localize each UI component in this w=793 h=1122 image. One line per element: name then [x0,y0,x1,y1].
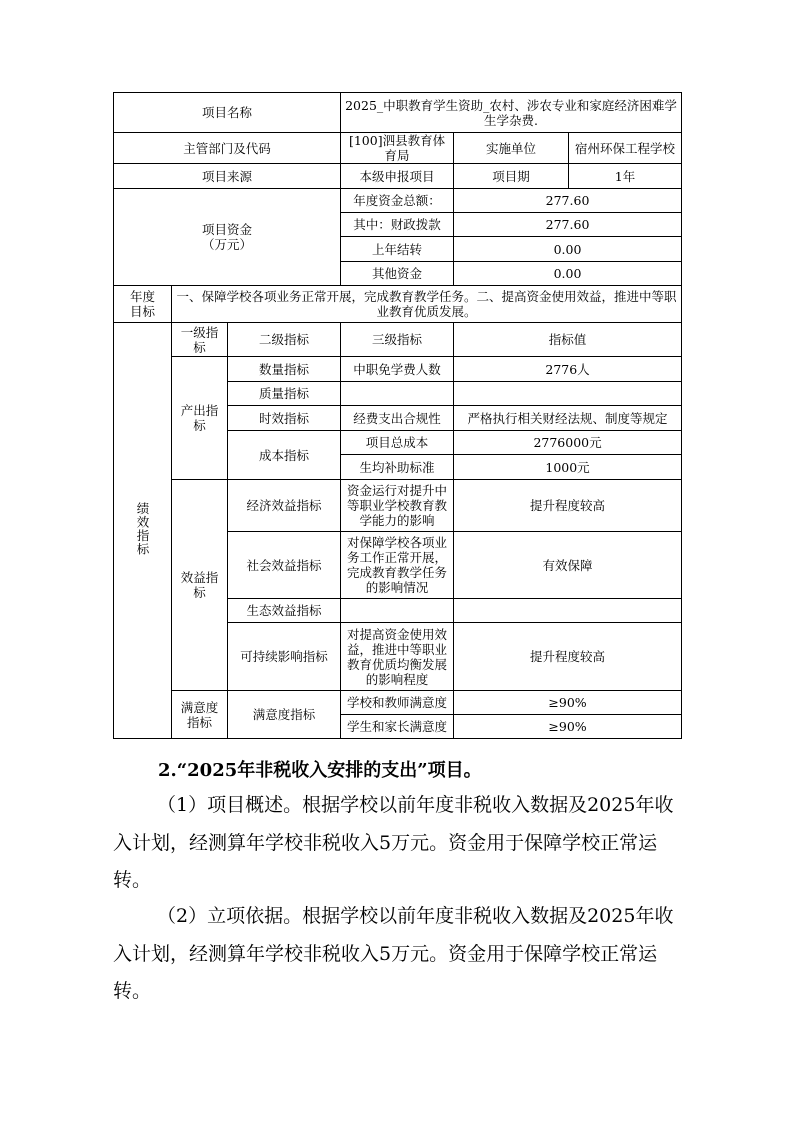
row-funds-total [114,189,682,213]
dept-value: [100]泗县教育体育局 [341,133,454,164]
perf-indicators-text: 绩效指标 [135,502,150,556]
level3-cell: 对保障学校各项业务工作正常开展，完成教育教学任务的影响情况 [341,532,454,599]
value-cell: ≥90% [454,691,682,715]
table-row [114,691,682,715]
funds-row-label: 上年结转 [341,237,454,262]
level2-cell: 社会效益指标 [228,532,341,599]
value-cell: 提升程度较高 [454,480,682,532]
row-headers [114,323,682,357]
level3-cell: 对提高资金使用效益，推进中等职业教育优质均衡发展的影响程度 [341,623,454,691]
paragraph-basis [113,898,688,1011]
source-value: 本级申报项目 [341,164,454,189]
level2-cell: 生态效益指标 [228,599,341,623]
row-project-name [114,93,682,133]
header-level3: 三级指标 [341,323,454,357]
value-cell: 提升程度较高 [454,623,682,691]
level3-cell [341,382,454,406]
project-name-value: 2025_中职教育学生资助_农村、涉农专业和家庭经济困难学生学杂费. [341,93,682,133]
value-cell: 严格执行相关财经法规、制度等规定 [454,406,682,431]
header-level2: 二级指标 [228,323,341,357]
level2-cell: 质量指标 [228,382,341,406]
table-row [114,480,682,532]
value-cell: 2776人 [454,357,682,382]
funds-label-line1: 项目资金 [202,222,253,237]
value-cell [454,382,682,406]
funds-label [114,189,341,286]
level2-cell: 可持续影响指标 [228,623,341,691]
value-cell [454,599,682,623]
performance-table [113,92,682,739]
level3-cell: 经费支出合规性 [341,406,454,431]
level2-cell: 时效指标 [228,406,341,431]
dept-label: 主管部门及代码 [114,133,341,164]
period-label: 项目期 [454,164,569,189]
funds-row-value: 0.00 [454,237,682,262]
funds-row-value: 277.60 [454,213,682,237]
row-department [114,133,682,164]
value-cell: 1000元 [454,455,682,480]
project-name-label: 项目名称 [114,93,341,133]
cost-indicators-label: 成本指标 [228,431,341,480]
output-indicators-label: 产出指标 [172,357,228,480]
level3-cell: 项目总成本 [341,431,454,455]
period-value: 1年 [569,164,682,189]
perf-indicators-label [114,323,172,739]
value-cell: ≥90% [454,715,682,739]
table-row [114,357,682,382]
satisfaction-indicators-label: 满意度指标 [172,691,228,739]
annual-goal-label [114,286,172,323]
annual-goal-text: 一、保障学校各项业务正常开展，完成教育教学任务。二、提高资金使用效益，推进中等职业教育优质发展。 [172,286,682,323]
level3-cell: 学生和家长满意度 [341,715,454,739]
level3-cell: 生均补助标准 [341,455,454,480]
row-annual-goal [114,286,682,323]
funds-row-label: 其他资金 [341,262,454,286]
level3-cell [341,599,454,623]
row-source [114,164,682,189]
paragraph-text: （2）立项依据。根据学校以前年度非税收入数据及2025年收入计划，经测算年学校非税收入5万元。资金用于保障学校正常运转。 [113,905,674,1002]
funds-row-value: 0.00 [454,262,682,286]
header-level1: 一级指标 [172,323,228,357]
paragraph-text: （1）项目概述。根据学校以前年度非税收入数据及2025年收入计划，经测算年学校非税收入5万元。资金用于保障学校正常运转。 [113,794,674,891]
value-cell: 有效保障 [454,532,682,599]
funds-row-value: 277.60 [454,189,682,213]
impl-label: 实施单位 [454,133,569,164]
level3-cell: 资金运行对提升中等职业学校教育教学能力的影响 [341,480,454,532]
funds-row-label: 其中：财政拨款 [341,213,454,237]
level2-cell: 经济效益指标 [228,480,341,532]
value-cell: 2776000元 [454,431,682,455]
impl-value: 宿州环保工程学校 [569,133,682,164]
header-value: 指标值 [454,323,682,357]
level3-cell: 中职免学费人数 [341,357,454,382]
section-heading: 2.“2025年非税收入安排的支出”项目。 [158,760,482,781]
funds-row-label: 年度资金总额： [341,189,454,213]
satisfaction-level2-label: 满意度指标 [228,691,341,739]
level3-cell: 学校和教师满意度 [341,691,454,715]
annual-goal-label-line1: 年度 [129,289,155,304]
paragraph-overview [113,787,688,900]
level2-cell: 数量指标 [228,357,341,382]
benefit-indicators-label: 效益指标 [172,480,228,691]
funds-label-line2: （万元） [202,237,253,252]
annual-goal-label-line2: 目标 [129,304,155,319]
source-label: 项目来源 [114,164,341,189]
